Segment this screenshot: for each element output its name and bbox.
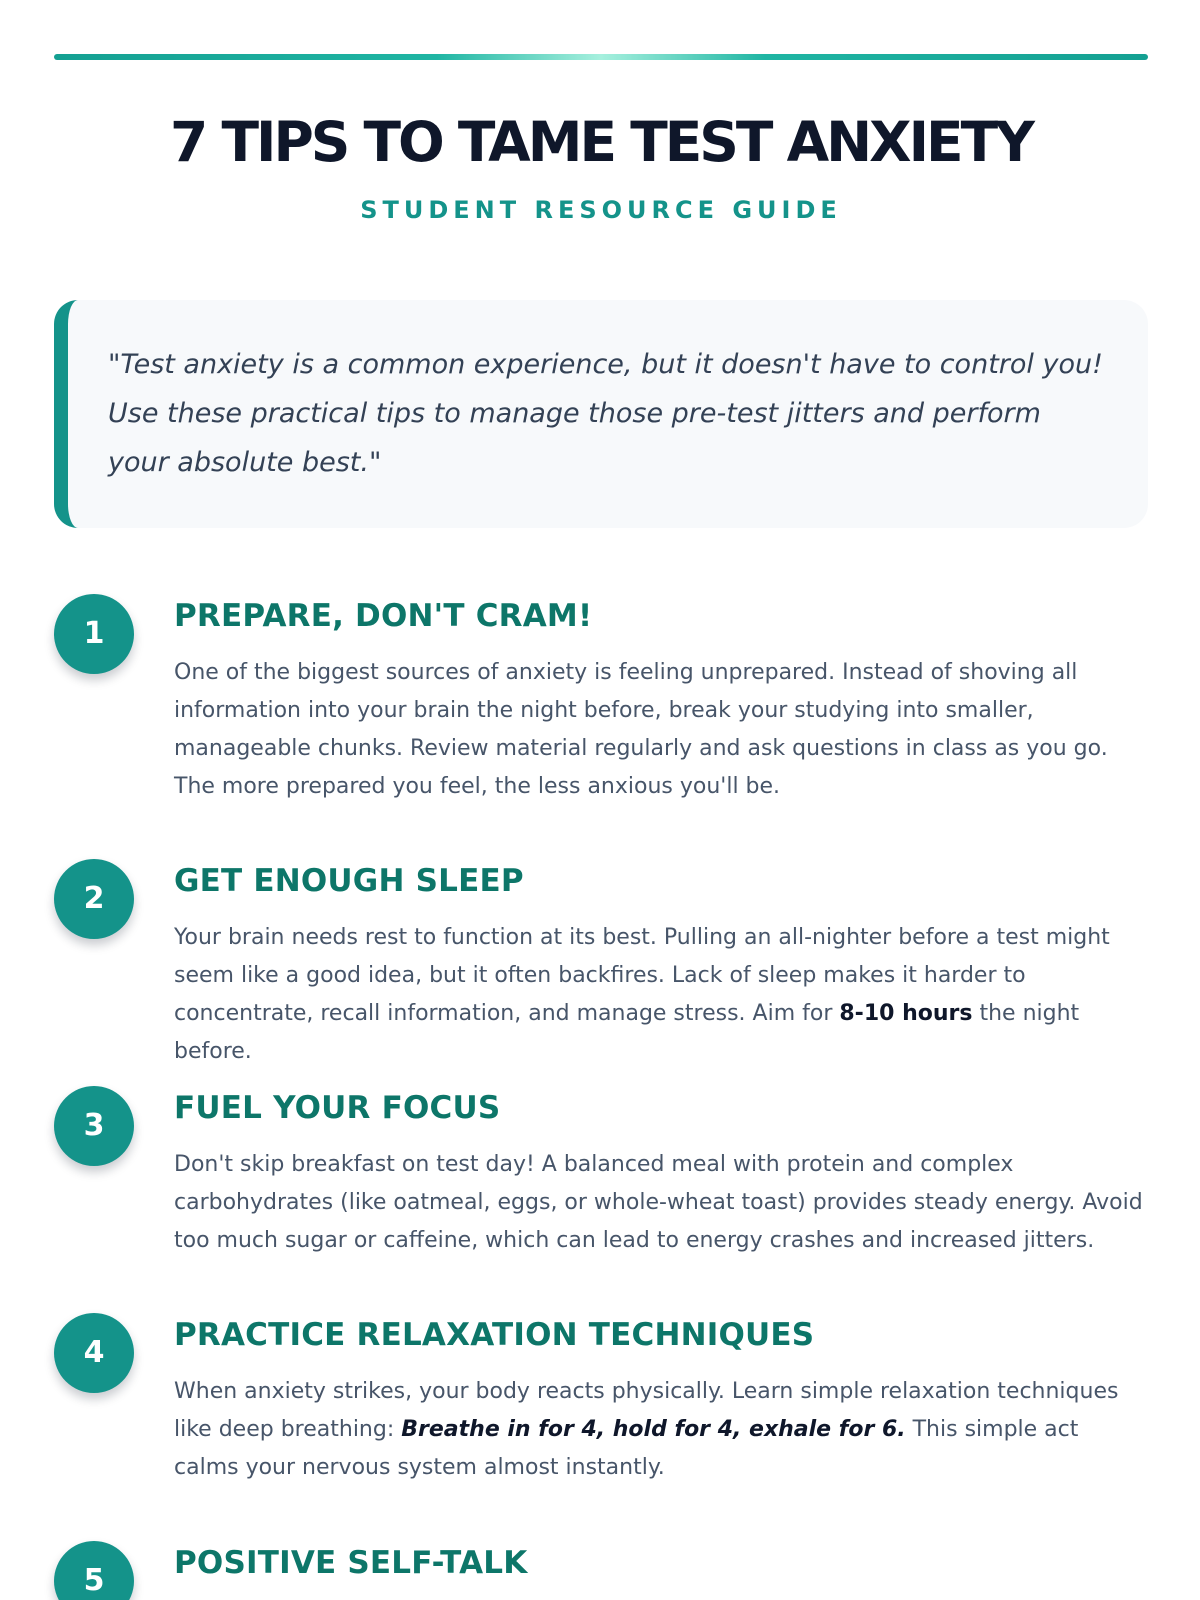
tip-number-badge: 5 xyxy=(54,1541,134,1600)
intro-quote: "Test anxiety is a common experience, but it doesn't have to control you! Use these practical tips to manage those pre-test jitters and perform your absolute best." xyxy=(108,349,1103,478)
intro-quote-box xyxy=(54,300,1148,528)
tip-body-emphasis: Breathe in for 4, hold for 4, exhale for 6. xyxy=(401,1417,906,1442)
tip-number-badge: 4 xyxy=(54,1313,134,1393)
tip-body-text: Your brain needs rest to function at its best. Pulling an all-nighter before a test might seem like a good idea, but it often backfires. Lack of sleep makes it harder to concentrate, recall information, and manage stress. Aim for xyxy=(174,925,1110,1026)
tip-body-text: This simple act calms your nervous system almost instantly. xyxy=(174,1417,1079,1480)
tip-body-text: When anxiety strikes, your body reacts physically. Learn simple relaxation techniques like deep breathing: xyxy=(174,1379,1119,1442)
tip-body xyxy=(174,1373,1149,1487)
tip-number-badge: 3 xyxy=(54,1086,134,1166)
tip-title: PREPARE, DON'T CRAM! xyxy=(174,598,593,634)
page-subtitle: STUDENT RESOURCE GUIDE xyxy=(360,196,842,224)
tip-body: Don't skip breakfast on test day! A balanced meal with protein and complex carbohydrates (like oatmeal, eggs, or whole-wheat toast) provides steady energy. Avoid too much sugar or caffeine, which can lead to energy crashes and increased jitters. xyxy=(174,1152,1143,1253)
tip-title: POSITIVE SELF-TALK xyxy=(174,1545,528,1581)
tip-title: PRACTICE RELAXATION TECHNIQUES xyxy=(174,1317,815,1353)
tip-number-badge: 1 xyxy=(54,594,134,674)
tip-number-badge: 2 xyxy=(54,859,134,939)
tip-body-text: the night before. xyxy=(174,1001,1080,1064)
tip-body xyxy=(174,919,1149,1071)
tip-body: One of the biggest sources of anxiety is feeling unprepared. Instead of shoving all information into your brain the night before, break your studying into smaller, manageable chunks. Review material regularly and ask questions in class as you go. The more prepared you feel, the less anxious you'll be. xyxy=(174,660,1108,799)
tip-title: GET ENOUGH SLEEP xyxy=(174,863,524,899)
page-title: 7 TIPS TO TAME TEST ANXIETY xyxy=(170,110,1032,174)
tip-title: FUEL YOUR FOCUS xyxy=(174,1090,501,1126)
tip-body-highlight: 8-10 hours xyxy=(839,1001,973,1026)
accent-bar xyxy=(54,54,1148,60)
